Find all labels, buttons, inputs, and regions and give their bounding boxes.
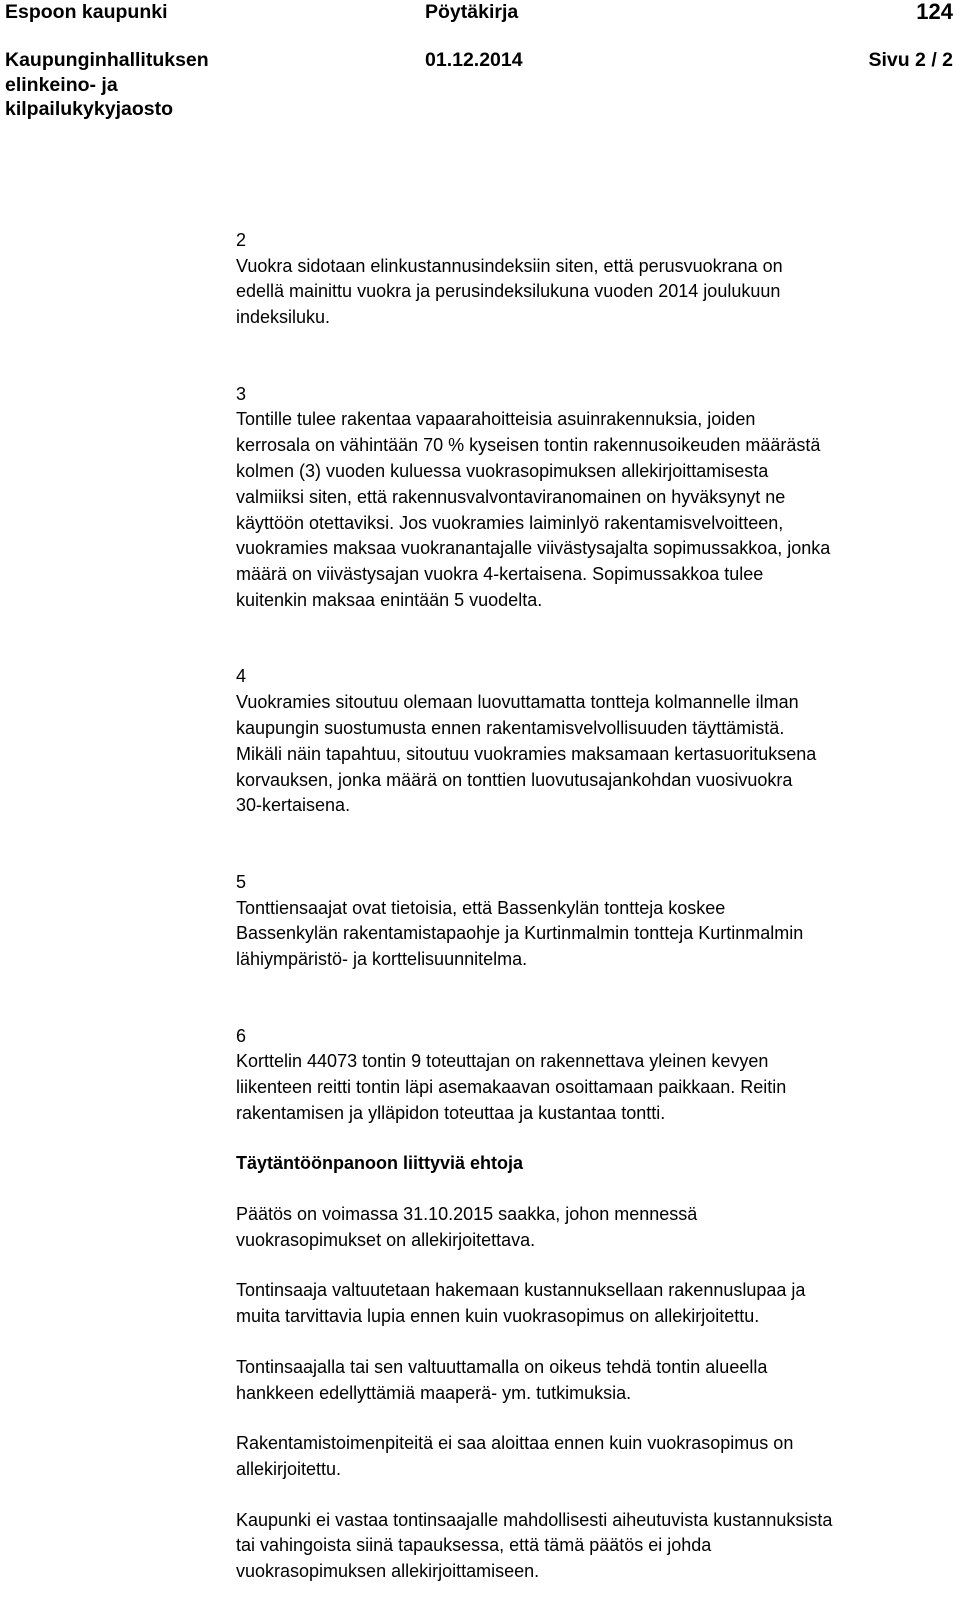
clause-number: 2 <box>236 229 247 250</box>
committee-name: Kaupunginhallituksen elinkeino- ja kilpailukykyjaosto <box>5 49 209 120</box>
clause-number: 4 <box>236 666 247 687</box>
clause-text: Tontille tulee rakentaa vapaarahoitteisia asuinrakennuksia, joiden kerrosala on vähintään 70 % kyseisen tontin rakennusoikeuden määrästä kolmen (3) vuoden kuluessa vuokrasopimuksen allekirjoittamisesta valmiiksi siten, että rakennusvalvontaviranomainen on hyväksynyt ne käyttöön otettaviksi. Jos vuokramies laiminlyö rakentamisvelvoitteen, vuokramies maksaa vuokranantajalle viivästysajalta sopimussakkoa, jonka määrä on viivästysajan vuokra 4-kertaisena. Sopimussakkoa tulee kuitenkin maksaa enintään 5 vuodelta. <box>236 409 831 610</box>
condition-paragraph: Päätös on voimassa 31.10.2015 saakka, johon mennessä vuokrasopimukset on allekirjoitettava. <box>236 1204 698 1250</box>
clause-4 <box>236 639 960 820</box>
section-heading: Täytäntöönpanoon liittyviä ehtoja <box>236 1153 524 1174</box>
clause-number: 3 <box>236 383 247 404</box>
meeting-date: 01.12.2014 <box>425 49 523 71</box>
condition-paragraph: Tontinsaaja valtuutetaan hakemaan kustannuksellaan rakennuslupaa ja muita tarvittavia lupia ennen kuin vuokrasopimus on allekirjoitettu. <box>236 1280 806 1327</box>
document-header <box>0 0 960 130</box>
clause-5 <box>236 844 960 973</box>
section-number: 124 <box>916 0 953 24</box>
clause-number: 5 <box>236 871 247 892</box>
clause-6 <box>236 998 960 1127</box>
clause-text: Vuokra sidotaan elinkustannusindeksiin siten, että perusvuokrana on edellä mainittu vuokra ja perusindeksilukuna vuoden 2014 joulukuun indeksiluku. <box>236 255 783 328</box>
condition-paragraph: Rakentamistoimenpiteitä ei saa aloittaa ennen kuin vuokrasopimus on allekirjoitettu. <box>236 1433 794 1480</box>
page-number: Sivu 2 / 2 <box>868 49 953 71</box>
document-body <box>236 202 960 1610</box>
condition-paragraph: Tontinsaajalla tai sen valtuuttamalla on oikeus tehdä tontin alueella hankkeen edellyttämiä maaperä- ym. tutkimuksia. <box>236 1356 768 1403</box>
clause-text: Korttelin 44073 tontin 9 toteuttajan on rakennettava yleinen kevyen liikenteen reitti tontin läpi asemakaavan osoittamaan paikkaan. Reitin rakentamisen ja ylläpidon toteuttaa ja kustantaa tontti. <box>236 1051 787 1123</box>
document-type: Pöytäkirja <box>425 1 519 23</box>
condition-paragraph: Kaupunki ei vastaa tontinsaajalle mahdollisesti aiheutuvista kustannuksista tai vahingoista siinä tapauksessa, että tämä päätös ei johda vuokrasopimuksen allekirjoittamiseen. <box>236 1509 833 1582</box>
organization-name: Espoon kaupunki <box>5 1 168 23</box>
clause-3 <box>236 356 960 614</box>
clause-2 <box>236 202 960 331</box>
clause-text: Tonttiensaajat ovat tietoisia, että Bassenkylän tontteja koskee Bassenkylän rakentamistapaohje ja Kurtinmalmin tontteja Kurtinmalmin lähiympäristö- ja korttelisuunnitelma. <box>236 897 804 970</box>
clause-text: Vuokramies sitoutuu olemaan luovuttamatta tontteja kolmannelle ilman kaupungin suostumusta ennen rakentamisvelvollisuuden täyttämistä. Mikäli näin tapahtuu, sitoutuu vuokramies maksamaan kertasuorituksena korvauksen, jonka määrä on tonttien luovutusajankohdan vuosivuokra 30-kertaisena. <box>236 692 817 816</box>
clause-number: 6 <box>236 1025 247 1046</box>
